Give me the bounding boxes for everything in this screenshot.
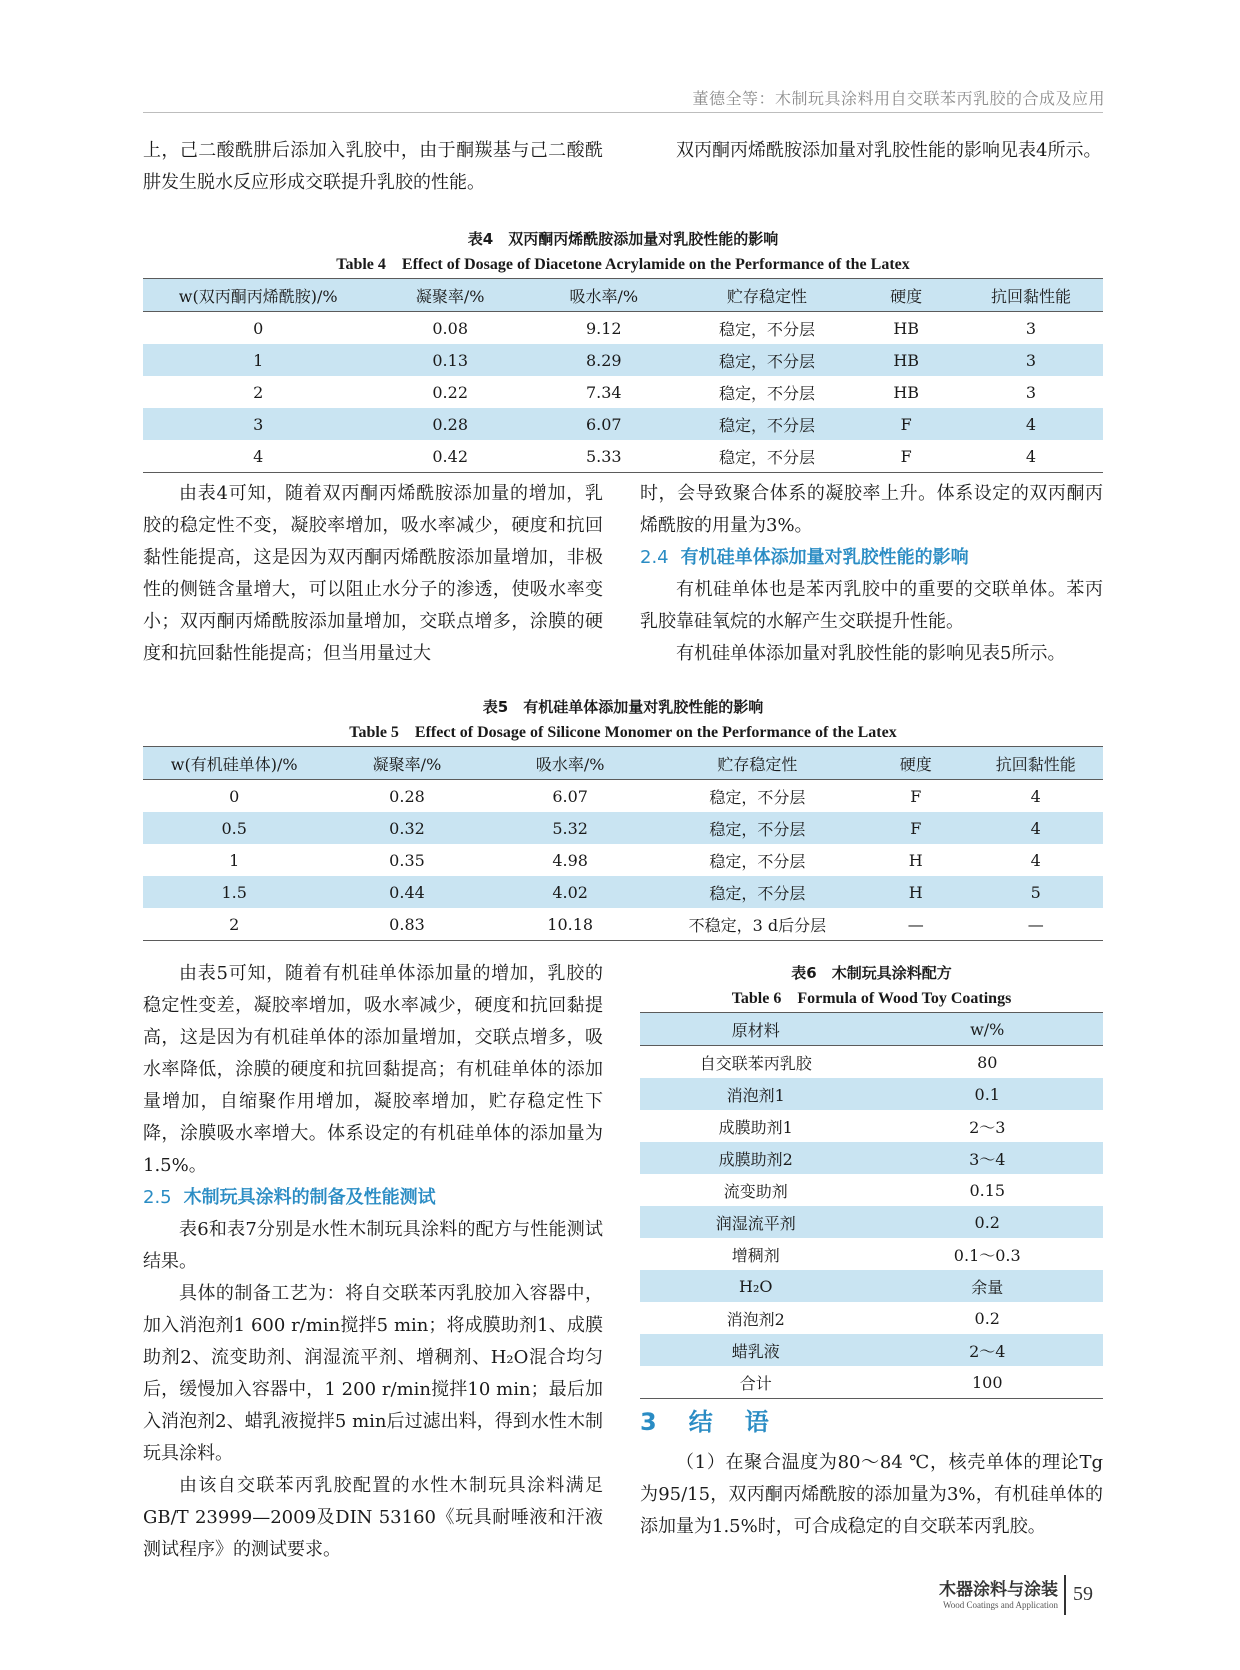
table-cell: 4.98 [552, 850, 588, 870]
paragraph: 由表5可知，随着有机硅单体添加量的增加，乳胶的稳定性变差，凝胶率增加，吸水率减少，硬度和抗回黏提高，这是因为有机硅单体的添加量增加，交联点增多，吸水率降低，涂膜的硬度和抗回黏提高；有机硅单体的添加量增加，自缩聚作用增加，凝胶率增加，贮存稳定性下降，涂膜吸水率增大。体系设定的有机硅单体的添加量为1.5%。 [143, 963, 603, 1176]
table-cell: 稳定，不分层 [709, 787, 806, 807]
table-cell: 4.02 [489, 876, 652, 908]
table-cell: 稳定，不分层 [718, 319, 815, 339]
table-cell: 1 [229, 850, 240, 870]
table-header-row [143, 747, 1103, 780]
table-cell: 余量 [872, 1270, 1104, 1302]
table-cell: HB [853, 344, 959, 376]
conclusion-section [640, 1402, 1103, 1543]
table-cell: 9.12 [585, 318, 622, 338]
paragraph: 时，会导致聚合体系的凝胶率上升。体系设定的双丙酮丙烯酰胺的用量为3%。 [640, 483, 1103, 536]
table-cell: 8.29 [527, 344, 681, 376]
footer-divider [1064, 1575, 1066, 1615]
column-header: w/% [872, 1013, 1104, 1046]
table-cell: HB [893, 382, 920, 402]
table-cell: 增稠剂 [731, 1245, 780, 1265]
paragraph: 双丙酮丙烯酰胺添加量对乳胶性能的影响见表4所示。 [676, 140, 1102, 161]
table-cell: H [863, 876, 969, 908]
table-5-caption-en: Table 5 Effect of Dosage of Silicone Monomer on the Performance of the Latex [349, 724, 897, 741]
header-divider [143, 112, 1103, 113]
table-cell: — [863, 908, 969, 941]
paragraph: 由该自交联苯丙乳胶配置的水性木制玩具涂料满足GB/T 23999—2009及DIN 53160《玩具耐唾液和汗液测试程序》的测试要求。 [143, 1475, 603, 1560]
table-4-grid [143, 278, 1103, 473]
table-cell: 稳定，不分层 [681, 344, 854, 376]
table-cell: 润湿流平剂 [640, 1206, 872, 1238]
table-cell: 稳定，不分层 [652, 812, 863, 844]
table-cell: 0.35 [389, 850, 425, 870]
section-heading-2-4 [640, 542, 1103, 574]
table-cell: 0 [253, 318, 264, 338]
column-header: 硬度 [863, 747, 969, 780]
table-cell: 2～4 [872, 1334, 1104, 1366]
table-row [640, 1110, 1103, 1142]
journal-name-zh: 木器涂料与涂装 [939, 1580, 1058, 1600]
table-cell: 蜡乳液 [640, 1334, 872, 1366]
bottom-left-column [143, 958, 603, 1566]
table-cell: 自交联苯丙乳胶 [699, 1053, 812, 1073]
column-header: w(有机硅单体)/% [143, 747, 325, 780]
table-5-grid [143, 746, 1103, 941]
table-cell: 流变助剂 [723, 1181, 788, 1201]
table-cell: 稳定，不分层 [681, 440, 854, 473]
table-cell: 成膜助剂1 [718, 1117, 793, 1137]
paragraph: 有机硅单体也是苯丙乳胶中的重要的交联单体。苯丙乳胶靠硅氧烷的水解产生交联提升性能。 [640, 579, 1103, 632]
section-number: 2.5 [143, 1187, 172, 1208]
table-cell: 1 [143, 344, 373, 376]
table-4-caption-en: Table 4 Effect of Dosage of Diacetone Acrylamide on the Performance of the Latex [336, 256, 910, 273]
table-6-grid [640, 1012, 1103, 1399]
table-row [143, 844, 1103, 876]
table-6 [640, 960, 1103, 1399]
section-heading-2-5 [143, 1182, 603, 1214]
table-row [143, 780, 1103, 813]
table-cell: 成膜助剂2 [640, 1142, 872, 1174]
journal-name-en: Wood Coatings and Application [942, 1600, 1058, 1610]
table-row [143, 344, 1103, 376]
table-5 [143, 694, 1103, 941]
table-cell: 稳定，不分层 [652, 876, 863, 908]
table-cell: — [969, 908, 1103, 941]
table-row [640, 1334, 1103, 1366]
top-left-column [143, 135, 603, 199]
table-header-row [640, 1013, 1103, 1046]
table-cell: 0.2 [974, 1308, 1000, 1328]
table-4 [143, 226, 1103, 473]
column-header: 凝聚率/% [373, 279, 527, 312]
paragraph: 由表4可知，随着双丙酮丙烯酰胺添加量的增加，乳胶的稳定性不变，凝胶率增加，吸水率减少，硬度和抗回黏性能提高，这是因为双丙酮丙烯酰胺添加量增加，非极性的侧链含量增大，可以阻止水分子的渗透，使吸水率变小；双丙酮丙烯酰胺添加量增加，交联点增多，涂膜的硬度和抗回黏性能提高；但当用量过大 [143, 483, 603, 664]
table-cell: 2～3 [969, 1117, 1006, 1137]
table-cell: 4 [1030, 786, 1041, 806]
table-cell: F [863, 812, 969, 844]
table-row [640, 1270, 1103, 1302]
table-4-caption-zh: 表4 双丙酮丙烯酰胺添加量对乳胶性能的影响 [467, 230, 779, 248]
table-cell: 0.83 [325, 908, 488, 941]
table-cell: 不稳定，3 d后分层 [652, 908, 863, 941]
column-header: 硬度 [853, 279, 959, 312]
table-header-row [143, 279, 1103, 312]
table-row [143, 312, 1103, 345]
table-cell: 消泡剂1 [640, 1078, 872, 1110]
table-cell: H₂O [640, 1270, 872, 1302]
table-cell: 0.5 [143, 812, 325, 844]
table-row [640, 1174, 1103, 1206]
table-cell: 4 [1030, 850, 1041, 870]
table-cell: 2 [253, 382, 264, 402]
table-cell: 3 [1025, 318, 1037, 338]
table-cell: 消泡剂2 [726, 1309, 785, 1329]
table-cell: 6.07 [527, 408, 681, 440]
column-header: w(双丙酮丙烯酰胺)/% [143, 279, 373, 312]
table-row [143, 440, 1103, 473]
table-cell: 1.5 [143, 876, 325, 908]
table-cell: 0.13 [373, 344, 527, 376]
column-header: 凝聚率/% [325, 747, 488, 780]
column-header: 吸水率/% [527, 279, 681, 312]
table-cell: 0.08 [432, 318, 468, 338]
table-cell: 100 [872, 1366, 1104, 1399]
table-5-caption-zh: 表5 有机硅单体添加量对乳胶性能的影响 [482, 698, 764, 716]
table-cell: HB [893, 318, 920, 338]
table-cell: 4 [959, 440, 1103, 473]
table-cell: 4 [969, 812, 1103, 844]
table-row [143, 908, 1103, 941]
table-row [640, 1302, 1103, 1334]
mid-right-column [640, 478, 1103, 670]
running-head: 董德全等：木制玩具涂料用自交联苯丙乳胶的合成及应用 [692, 89, 1105, 108]
section-number: 2.4 [640, 547, 669, 568]
table-cell: 0.28 [373, 408, 527, 440]
table-cell: 5.33 [527, 440, 681, 473]
table-cell: F [910, 786, 922, 806]
paragraph: 上，己二酸酰肼后添加入乳胶中，由于酮羰基与己二酸酰肼发生脱水反应形成交联提升乳胶的性能。 [143, 140, 603, 193]
journal-brand [900, 1575, 1058, 1610]
table-cell: 0.1～0.3 [953, 1245, 1021, 1265]
table-6-caption-en: Table 6 Formula of Wood Toy Coatings [731, 990, 1012, 1007]
table-cell: 4 [143, 440, 373, 473]
table-cell: 3 [959, 344, 1103, 376]
paragraph: 有机硅单体添加量对乳胶性能的影响见表5所示。 [676, 643, 1066, 664]
column-header: 原材料 [640, 1013, 872, 1046]
table-cell: F [853, 408, 959, 440]
section-title: 有机硅单体添加量对乳胶性能的影响 [680, 547, 969, 568]
table-cell: 0.1 [872, 1078, 1104, 1110]
mid-left-column [143, 478, 603, 670]
table-cell: 7.34 [585, 382, 622, 402]
table-row [640, 1206, 1103, 1238]
table-cell: 3～4 [872, 1142, 1104, 1174]
table-cell: 稳定，不分层 [681, 408, 854, 440]
table-row [143, 876, 1103, 908]
paragraph: 表6和表7分别是水性木制玩具涂料的配方与性能测试结果。 [143, 1219, 603, 1272]
table-row [143, 408, 1103, 440]
table-row [143, 812, 1103, 844]
table-cell: 5.32 [489, 812, 652, 844]
paragraph: （1）在聚合温度为80～84 ℃，核壳单体的理论Tg为95/15，双丙酮丙烯酰胺的添加量为3%，有机硅单体的添加量为1.5%时，可合成稳定的自交联苯丙乳胶。 [640, 1452, 1103, 1537]
table-cell: 0.28 [389, 786, 425, 806]
table-cell: H [908, 850, 923, 870]
page-number: 59 [1073, 1583, 1093, 1605]
table-cell: 10.18 [489, 908, 652, 941]
table-cell: 3 [1025, 382, 1037, 402]
top-right-column [640, 135, 1103, 167]
table-cell: 0.44 [325, 876, 488, 908]
column-header: 贮存稳定性 [652, 747, 863, 780]
table-cell: 0.2 [872, 1206, 1104, 1238]
table-cell: 0.42 [373, 440, 527, 473]
table-row [640, 1078, 1103, 1110]
conclusion-heading: 3 结 语 [640, 1408, 773, 1436]
table-cell: 5 [969, 876, 1103, 908]
table-cell: 2 [143, 908, 325, 941]
table-row [640, 1366, 1103, 1399]
table-cell: 稳定，不分层 [709, 851, 806, 871]
table-row [143, 376, 1103, 408]
table-row [640, 1142, 1103, 1174]
paragraph: 具体的制备工艺为：将自交联苯丙乳胶加入容器中，加入消泡剂1 600 r/min搅拌5 min；将成膜助剂1、成膜助剂2、流变助剂、润湿流平剂、增稠剂、H₂O混合均匀后，缓慢加入容器中，1 200 r/min搅拌10 min；最后加入消泡剂2、蜡乳液搅拌5 min后过滤出料，得到水性木制玩具涂料。 [143, 1283, 603, 1464]
table-cell: 3 [143, 408, 373, 440]
table-cell: 0.15 [969, 1180, 1006, 1200]
column-header: 贮存稳定性 [681, 279, 854, 312]
table-cell: 0 [229, 786, 240, 806]
table-cell: 合计 [640, 1366, 872, 1399]
table-6-caption-zh: 表6 木制玩具涂料配方 [791, 964, 952, 982]
column-header: 抗回黏性能 [959, 279, 1103, 312]
section-title: 木制玩具涂料的制备及性能测试 [183, 1187, 436, 1208]
table-row [640, 1046, 1103, 1079]
column-header: 吸水率/% [489, 747, 652, 780]
table-row [640, 1238, 1103, 1270]
table-cell: 0.32 [325, 812, 488, 844]
table-cell: 稳定，不分层 [718, 383, 815, 403]
column-header: 抗回黏性能 [969, 747, 1103, 780]
table-cell: F [853, 440, 959, 473]
table-cell: 0.22 [432, 382, 468, 402]
table-cell: 6.07 [552, 786, 588, 806]
table-cell: 4 [959, 408, 1103, 440]
table-cell: 80 [977, 1052, 998, 1072]
